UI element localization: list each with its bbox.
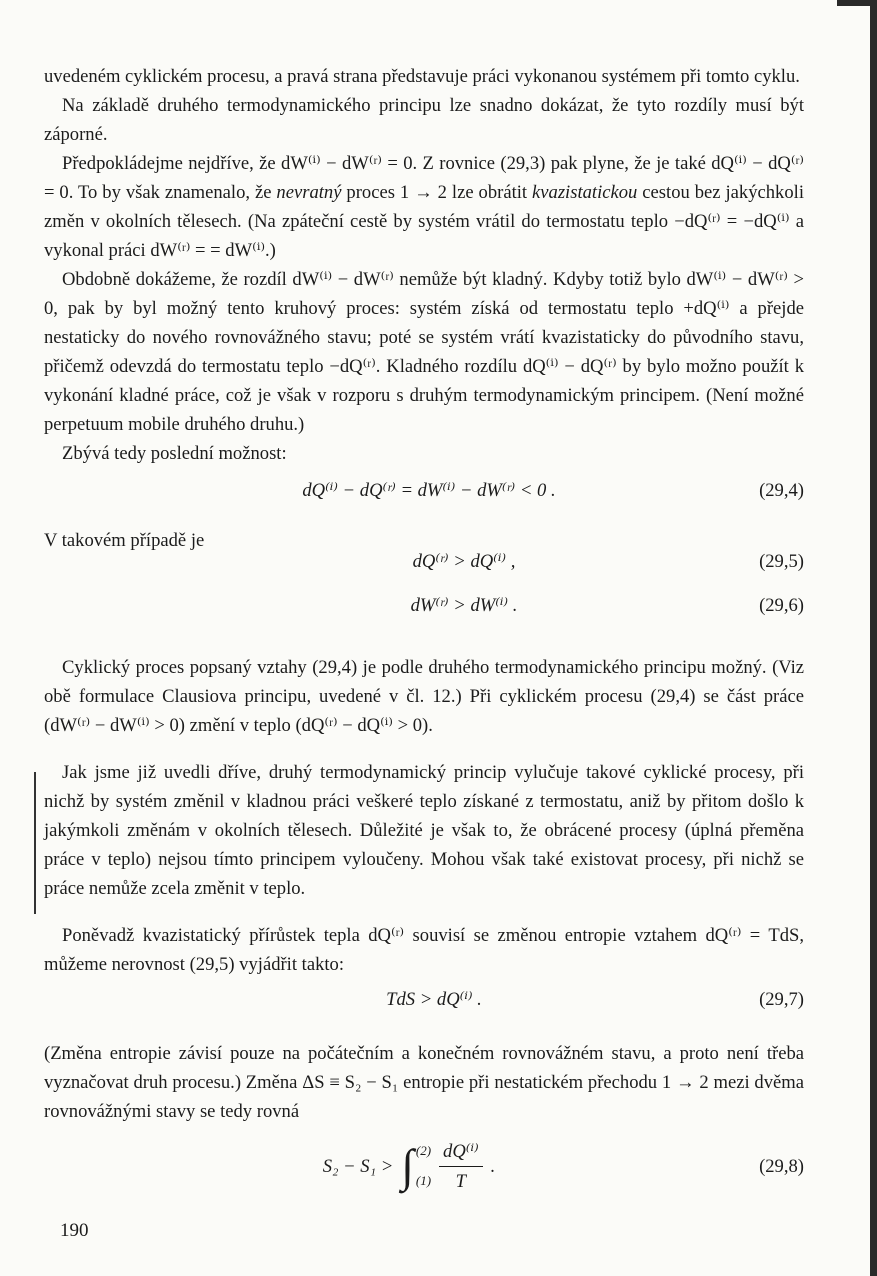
paragraph-9: Poněvadž kvazistatický přírůstek tepla dQ⁽ʳ⁾ souvisí se změnou entropie vztahem dQ⁽ʳ⁾ = TdS, můžeme nerovnost (29,5) vyjádřit takto:: [44, 925, 804, 975]
integrand-numerator: dQ⁽ⁱ⁾: [439, 1137, 483, 1167]
page-edge-shadow: [870, 0, 877, 1276]
margin-bar: [34, 772, 36, 914]
paragraph-3: Předpokládejme nejdříve, že dW⁽ⁱ⁾ − dW⁽ʳ⁾ = 0. Z rovnice (29,3) pak plyne, že je také dQ⁽ⁱ⁾ − dQ⁽ʳ⁾ = 0. To by však znamenalo, že nevratný proces 1 → 2 lze obrátit kvazistatickou cestou bez jakýchkoli změn v okolních tělesech. (Na zpáteční cestě by systém vrátil do termostatu teplo −dQ⁽ʳ⁾ = −dQ⁽ⁱ⁾ a vykonal práci dW⁽ʳ⁾ = = dW⁽ⁱ⁾.): [44, 153, 804, 261]
italic-kvazistatickou: kvazistatickou: [532, 182, 638, 203]
integral-lhs: S₂ − S₁ >: [322, 1155, 394, 1177]
equation-number: (29,8): [759, 1155, 804, 1177]
equation-29-4: dQ⁽ⁱ⁾ − dQ⁽ʳ⁾ = dW⁽ⁱ⁾ − dW⁽ʳ⁾ < 0 . (29,4): [44, 476, 804, 520]
integral-upper-limit: (2): [415, 1143, 432, 1158]
paragraph-1: uvedeném cyklickém procesu, a pravá strana představuje práci vykonanou systémem při tomto cyklu.: [44, 66, 800, 87]
integral-icon: ∫: [401, 1140, 414, 1191]
equation-29-8: [44, 1126, 804, 1206]
paragraph-6-label: V takovém případě je: [44, 530, 205, 551]
paragraph-10: (Změna entropie závisí pouze na počátečním a konečném rovnovážném stavu, a proto není třeba vyznačovat druh procesu.) Změna ΔS ≡ S₂ − S₁ entropie při nestatickém přechodu 1 → 2 mezi dvěma rovnovážnými stavy se tedy rovná: [44, 1043, 804, 1122]
integral-lower-limit: (1): [415, 1173, 432, 1188]
italic-nevratny: nevratný: [276, 182, 342, 203]
paragraph-8: Jak jsme již uvedli dříve, druhý termodynamický princip vylučuje takové cyklické procesy, při nichž by systém změnil v kladnou práci veškeré teplo získané z termostatu, aniž by přitom došlo k jakýmkoli změnám v okolních tělesech. Důležité je však to, že obrácené procesy (úplná přeměna práce v teplo) nejsou tímto principem vyloučeny. Mohou však také existovat procesy, při nichž se práce nemůže zcela změnit v teplo.: [44, 762, 804, 899]
paragraph-5: Zbývá tedy poslední možnost:: [62, 443, 287, 464]
page-body: [44, 62, 804, 1206]
equation-number: (29,4): [759, 480, 804, 501]
equation-29-5: dQ⁽ʳ⁾ > dQ⁽ⁱ⁾ , (29,5): [44, 547, 804, 591]
integrand-denominator: T: [455, 1170, 466, 1192]
paragraph-7: Cyklický proces popsaný vztahy (29,4) je podle druhého termodynamického principu možný. (Viz obě formulace Clausiova principu, uvedené v čl. 12.) Při cyklickém procesu (29,4) se část práce (dW⁽ʳ⁾ − dW⁽ⁱ⁾ > 0) změní v teplo (dQ⁽ʳ⁾ − dQ⁽ⁱ⁾ > 0).: [44, 657, 804, 736]
integrand-fraction: [439, 1137, 483, 1196]
integral-tail: .: [490, 1155, 496, 1177]
equation-number: (29,6): [759, 595, 804, 616]
paragraph-4: Obdobně dokážeme, že rozdíl dW⁽ⁱ⁾ − dW⁽ʳ⁾ nemůže být kladný. Kdyby totiž bylo dW⁽ⁱ⁾ − dW⁽ʳ⁾ > 0, pak by byl možný tento kruhový proces: systém získá od termostatu teplo +dQ⁽ⁱ⁾ a přejde nestaticky do nového rovnovážného stavu; poté se systém vrátí kvazistaticky do původního stavu, přičemž odevzdá do termostatu teplo −dQ⁽ʳ⁾. Kladného rozdílu dQ⁽ⁱ⁾ − dQ⁽ʳ⁾ by bylo možno použít k vykonání kladné práce, což je však v rozporu s druhým termodynamickým principem. (Není možné perpetuum mobile druhého druhu.): [44, 269, 804, 435]
equation-29-7: TdS > dQ⁽ⁱ⁾ . (29,7): [44, 985, 804, 1029]
paragraph-2: Na základě druhého termodynamického principu lze snadno dokázat, že tyto rozdíly musí být záporné.: [44, 95, 804, 145]
equation-29-6: dW⁽ʳ⁾ > dW⁽ⁱ⁾ . (29,6): [44, 591, 804, 635]
equation-number: (29,7): [759, 989, 804, 1010]
page-number: 190: [60, 1220, 89, 1241]
equation-number: (29,5): [759, 551, 804, 572]
